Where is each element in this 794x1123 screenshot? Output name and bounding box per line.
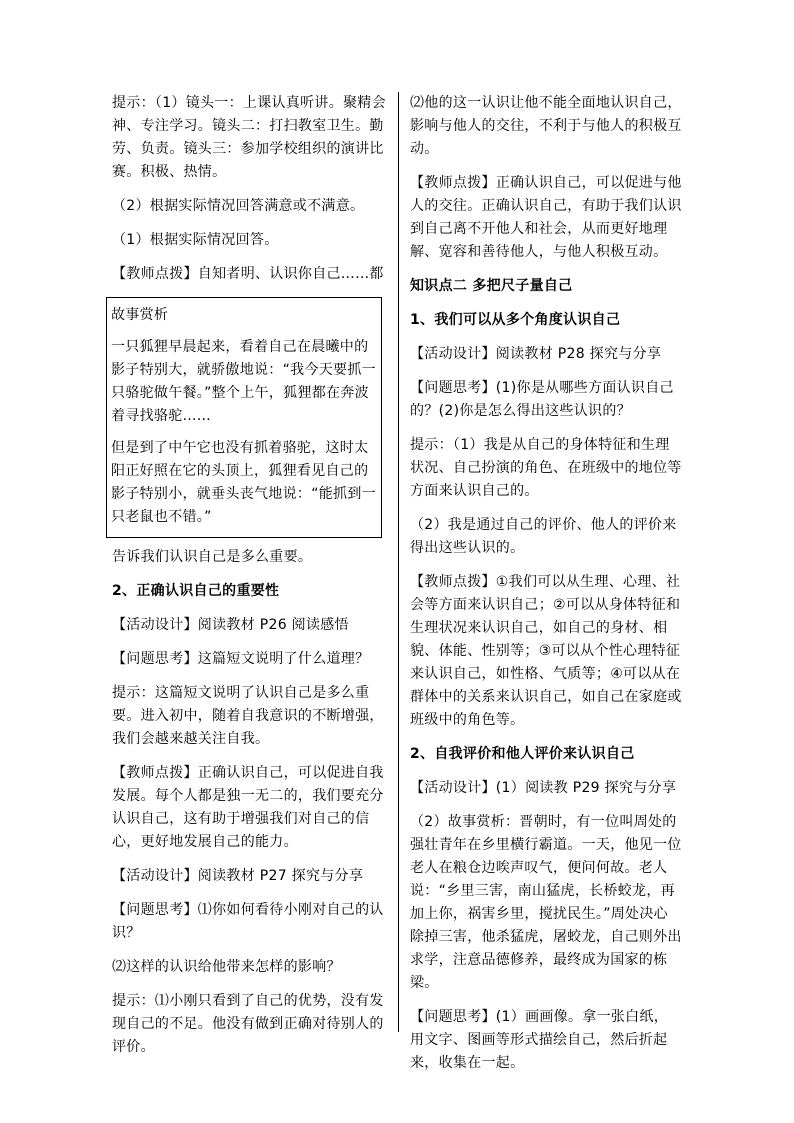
question-thinking: 【问题思考】⑴你如何看待小刚对自己的认识？ xyxy=(112,902,384,941)
story-paragraph: （2）故事赏析：晋朝时，有一位叫周处的强壮青年在乡里横行霸道。一天，他见一位老人在粮仓边唉声叹气，便问何故。老人说：“乡里三害，南山猛虎，长桥蛟龙，再加上你，祸害乡里，搅扰民生。”周处决心除掉三害，他杀猛虎，屠蛟龙，自己则外出求学，注意品德修养，最终成为国家的栋梁。 xyxy=(410,814,682,991)
activity-design: 【活动设计】(1）阅读教 P29 探究与分享 xyxy=(410,780,677,796)
column-divider xyxy=(398,92,399,1032)
story-paragraph: 一只狐狸早晨起来，看着自己在晨曦中的影子特别大，就骄傲地说：“我今天要抓一只骆驼做午餐。”整个上午，狐狸都在奔波着寻找骆驼…… xyxy=(111,339,376,424)
conclusion-paragraph: 告诉我们认识自己是多么重要。 xyxy=(112,549,313,565)
hint-paragraph: 提示：⑴小刚只看到了自己的优势，没有发现自己的不足。他没有做到正确对待别人的评价。 xyxy=(112,993,384,1055)
story-box xyxy=(106,297,382,538)
section-heading: 2、自我评价和他人评价来认识自己 xyxy=(410,746,635,762)
hint-paragraph: ⑵他的这一认识让他不能全面地认识自己，影响与他人的交往，不利于与他人的积极互动。 xyxy=(410,95,682,157)
story-title: 故事赏析 xyxy=(111,307,169,323)
answer-paragraph: （1）根据实际情况回答。 xyxy=(112,232,279,248)
question-thinking: ⑵这样的认识给他带来怎样的影响？ xyxy=(112,959,341,975)
activity-design: 【活动设计】阅读教材 P27 探究与分享 xyxy=(112,868,364,884)
knowledge-point-heading: 知识点二 多把尺子量自己 xyxy=(410,278,573,294)
teacher-note: 【教师点拨】①我们可以从生理、心理、社会等方面来认识自己；②可以从身体特征和生理状况来认识自己，如自己的身材、相貌、体能、性别等；③可以从个性心理特征来认识自己，如性格、气质等；④可以从在群体中的关系来认识自己，如自己在家庭或班级中的角色等。 xyxy=(410,574,682,728)
section-heading: 1、我们可以从多个角度认识自己 xyxy=(410,312,621,328)
hint-paragraph: 提示：这篇短文说明了认识自己是多么重要。进入初中，随着自我意识的不断增强，我们会越来越关注自我。 xyxy=(112,685,384,747)
section-heading: 2、正确认识自己的重要性 xyxy=(112,583,280,599)
hint-paragraph: 提示：（1）镜头一：上课认真听讲。聚精会神、专注学习。镜头二：打扫教室卫生。勤劳、负责。镜头三：参加学校组织的演讲比赛。积极、热情。 xyxy=(112,95,386,180)
question-thinking: 【问题思考】(1）画画像。拿一张白纸，用文字、图画等形式描绘自己，然后折起来，收集在一起。 xyxy=(410,1009,669,1071)
answer-paragraph: （2）我是通过自己的评价、他人的评价来得出这些认识的。 xyxy=(410,517,677,556)
question-thinking: 【问题思考】(1)你是从哪些方面认识自己的？(2)你是怎么得出这些认识的？ xyxy=(410,380,674,419)
teacher-note: 【教师点拨】正确认识自己，可以促进自我发展。每个人都是独一无二的，我们要充分认识自己，这有助于增强我们对自己的信心，更好地发展自己的能力。 xyxy=(112,765,384,850)
activity-design: 【活动设计】阅读教材 P26 阅读感悟 xyxy=(112,617,349,633)
teacher-note: 【教师点拨】自知者明、认识你自己……都 xyxy=(112,266,384,282)
story-paragraph: 但是到了中午它也没有抓着骆驼，这时太阳正好照在它的头顶上，狐狸看见自己的影子特别小，就垂头丧气地说：“能抓到一只老鼠也不错。” xyxy=(111,440,376,525)
left-column xyxy=(112,92,388,1070)
answer-paragraph: （2）根据实际情况回答满意或不满意。 xyxy=(112,198,365,214)
question-thinking: 【问题思考】这篇短文说明了什么道理？ xyxy=(112,651,370,667)
right-column xyxy=(410,92,682,1086)
teacher-note: 【教师点拨】正确认识自己，可以促进与他人的交往。正确认识自己，有助于我们认识到自己离不开他人和社会，从而更好地理解、宽容和善待他人，与他人积极互动。 xyxy=(410,175,682,260)
activity-design: 【活动设计】阅读教材 P28 探究与分享 xyxy=(410,346,662,362)
hint-paragraph: 提示：（1）我是从自己的身体特征和生理状况、自己扮演的角色、在班级中的地位等方面来认识自己的。 xyxy=(410,437,682,499)
